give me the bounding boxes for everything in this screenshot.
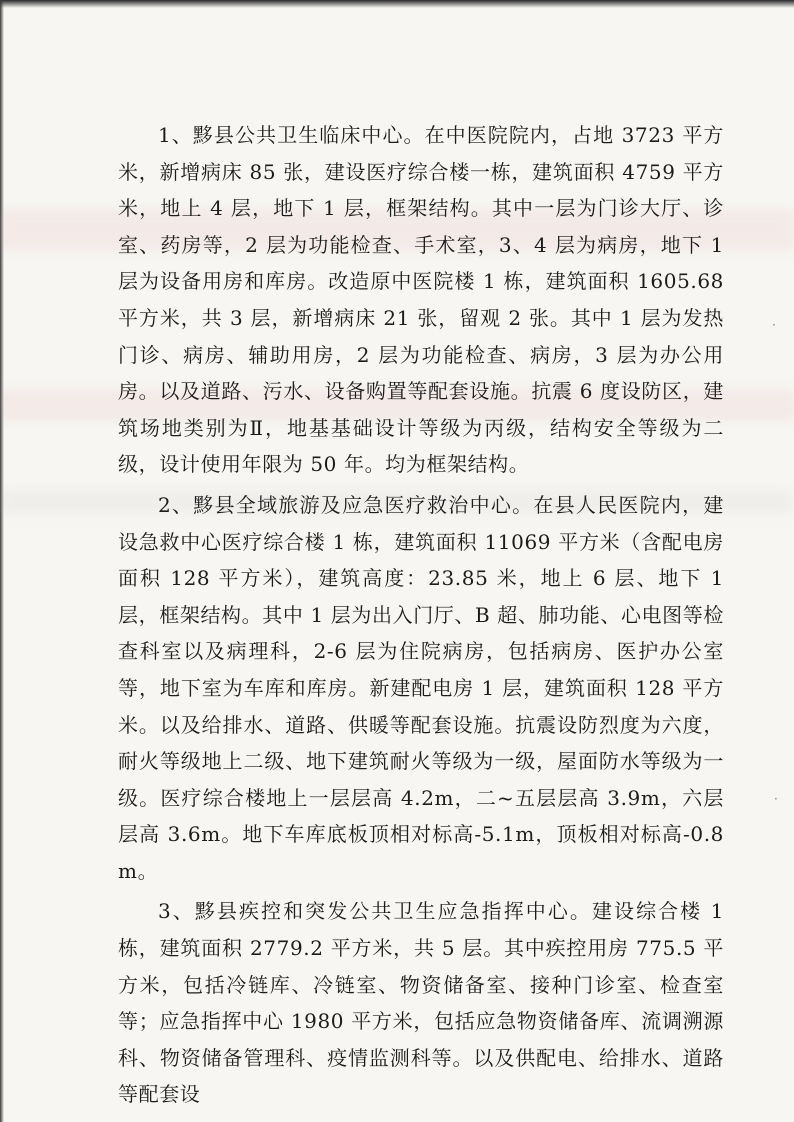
scan-speck: · xyxy=(774,792,778,806)
paragraph-3: 3、黟县疾控和突发公共卫生应急指挥中心。建设综合楼 1 栋，建筑面积 2779.2 平方米，共 5 层。其中疾控用房 775.5 平方米，包括冷链库、冷链室、物资储备室、接种门诊室、检查室等；应急指挥中心 1980 平方米，包括应急物资储备库、流调溯源科、物资储备管理科、疫情监测科等。以及供配电、给排水、道路等配套设 xyxy=(118,899,724,1107)
document-body xyxy=(118,117,724,1117)
scan-speck: · xyxy=(772,318,776,332)
paragraph-1: 1、黟县公共卫生临床中心。在中医院院内，占地 3723 平方米，新增病床 85 张，建设医疗综合楼一栋，建筑面积 4759 平方米，地上 4 层，地下 1 层，框架结构。其中一层为门诊大厅、诊室、药房等，2 层为功能检查、手术室，3、4 层为病房，地下 1 层为设备用房和库房。改造原中医院楼 1 栋，建筑面积 1605.68 平方米，共 3 层，新增病床 21 张，留观 2 张。其中 1 层为发热门诊、病房、辅助用房，2 层为功能检查、病房，3 层为办公用房。以及道路、污水、设备购置等配套设施。抗震 6 度设防区，建筑场地类别为Ⅱ，地基基础设计等级为丙级，结构安全等级为二级，设计使用年限为 50 年。均为框架结构。 xyxy=(118,123,724,477)
scan-top-edge xyxy=(0,0,794,8)
scan-left-edge xyxy=(0,0,4,1122)
paragraph-2: 2、黟县全域旅游及应急医疗救治中心。在县人民医院内，建设急救中心医疗综合楼 1 栋，建筑面积 11069 平方米（含配电房面积 128 平方米），建筑高度：23.85 米，地上 6 层、地下 1 层，框架结构。其中 1 层为出入门厅、B 超、肺功能、心电图等检查科室以及病理科，2-6 层为住院病房，包括病房、医护办公室等，地下室为车库和库房。新建配电房 1 层，建筑面积 128 平方米。以及给排水、道路、供暖等配套设施。抗震设防烈度为六度，耐火等级地上二级、地下建筑耐火等级为一级，屋面防水等级为一级。医疗综合楼地上一层层高 4.2m，二~五层层高 3.9m，六层层高 3.6m。地下车库底板顶相对标高-5.1m，顶板相对标高-0.8m。 xyxy=(118,492,724,883)
